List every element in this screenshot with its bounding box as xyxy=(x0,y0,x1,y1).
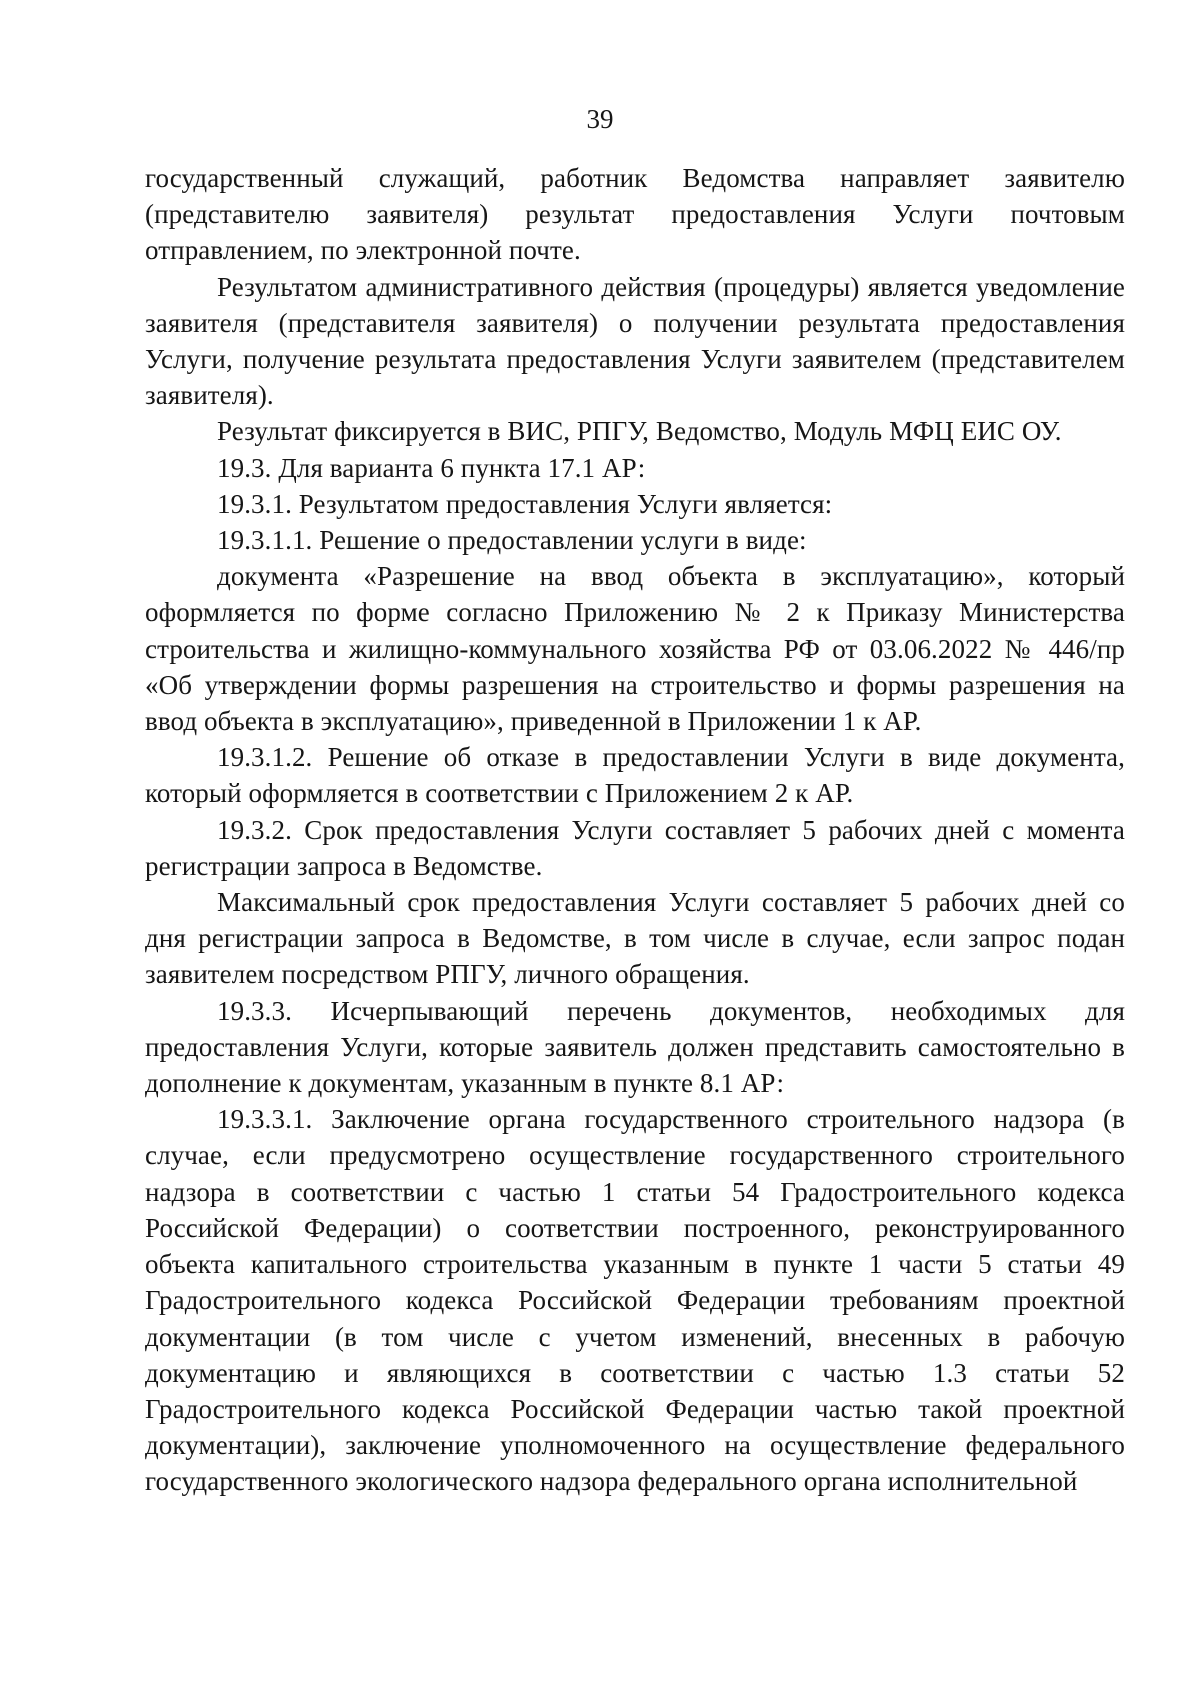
paragraph-continuation: государственный служащий, работник Ведомства направляет заявителю (представителю заявителя) результат предоставления Услуги почтовым отправлением, по электронной почте. xyxy=(145,163,1125,266)
paragraph-19-3-3-1: 19.3.3.1. Заключение органа государственного строительного надзора (в случае, если предусмотрено осуществление государственного строительного надзора в соответствии с частью 1 статьи 54 Градостроительного кодекса Российской Федерации) о соответствии построенного, реконструированного объекта капитального строительства указанным в пункте 1 части 5 статьи 49 Градостроительного кодекса Российской Федерации требованиям проектной документации (в том числе с учетом изменений, внесенных в рабочую документацию и являющихся в соответствии с частью 1.3 статьи 52 Градостроительного кодекса Российской Федерации частью такой проектной документации), заключение уполномоченного на осуществление федерального государственного экологического надзора федерального органа исполнительной xyxy=(145,1104,1125,1497)
page-number: 39 xyxy=(586,104,614,134)
paragraph-max-term: Максимальный срок предоставления Услуги составляет 5 рабочих дней со дня регистрации запроса в Ведомстве, в том числе в случае, если запрос подан заявителем посредством РПГУ, личного обращения. xyxy=(145,887,1125,990)
paragraph-permit-document: документа «Разрешение на ввод объекта в эксплуатацию», который оформляется по форме согласно Приложению № 2 к Приказу Министерства строительства и жилищно-коммунального хозяйства РФ от 03.06.2022 № 446/пр «Об утверждении формы разрешения на строительство и формы разрешения на ввод объекта в эксплуатацию», приведенной в Приложении 1 к АР. xyxy=(145,561,1125,737)
paragraph-19-3-1-2: 19.3.1.2. Решение об отказе в предоставлении Услуги в виде документа, который оформляется в соответствии с Приложением 2 к АР. xyxy=(145,742,1125,809)
paragraph-result-recorded: Результат фиксируется в ВИС, РПГУ, Ведомство, Модуль МФЦ ЕИС ОУ. xyxy=(217,416,1062,447)
document-body xyxy=(145,160,1125,1500)
paragraph-19-3-1: 19.3.1. Результатом предоставления Услуги является: xyxy=(217,488,833,519)
paragraph-19-3-2: 19.3.2. Срок предоставления Услуги составляет 5 рабочих дней с момента регистрации запроса в Ведомстве. xyxy=(145,814,1125,881)
paragraph-19-3: 19.3. Для варианта 6 пункта 17.1 АР: xyxy=(217,452,646,483)
paragraph-19-3-3: 19.3.3. Исчерпывающий перечень документов, необходимых для предоставления Услуги, которые заявитель должен представить самостоятельно в дополнение к документам, указанным в пункте 8.1 АР: xyxy=(145,995,1125,1099)
paragraph-result-notification: Результатом административного действия (процедуры) является уведомление заявителя (представителя заявителя) о получении результата предоставления Услуги, получение результата предоставления Услуги заявителем (представителем заявителя). xyxy=(145,271,1125,411)
paragraph-19-3-1-1: 19.3.1.1. Решение о предоставлении услуги в виде: xyxy=(217,525,807,556)
